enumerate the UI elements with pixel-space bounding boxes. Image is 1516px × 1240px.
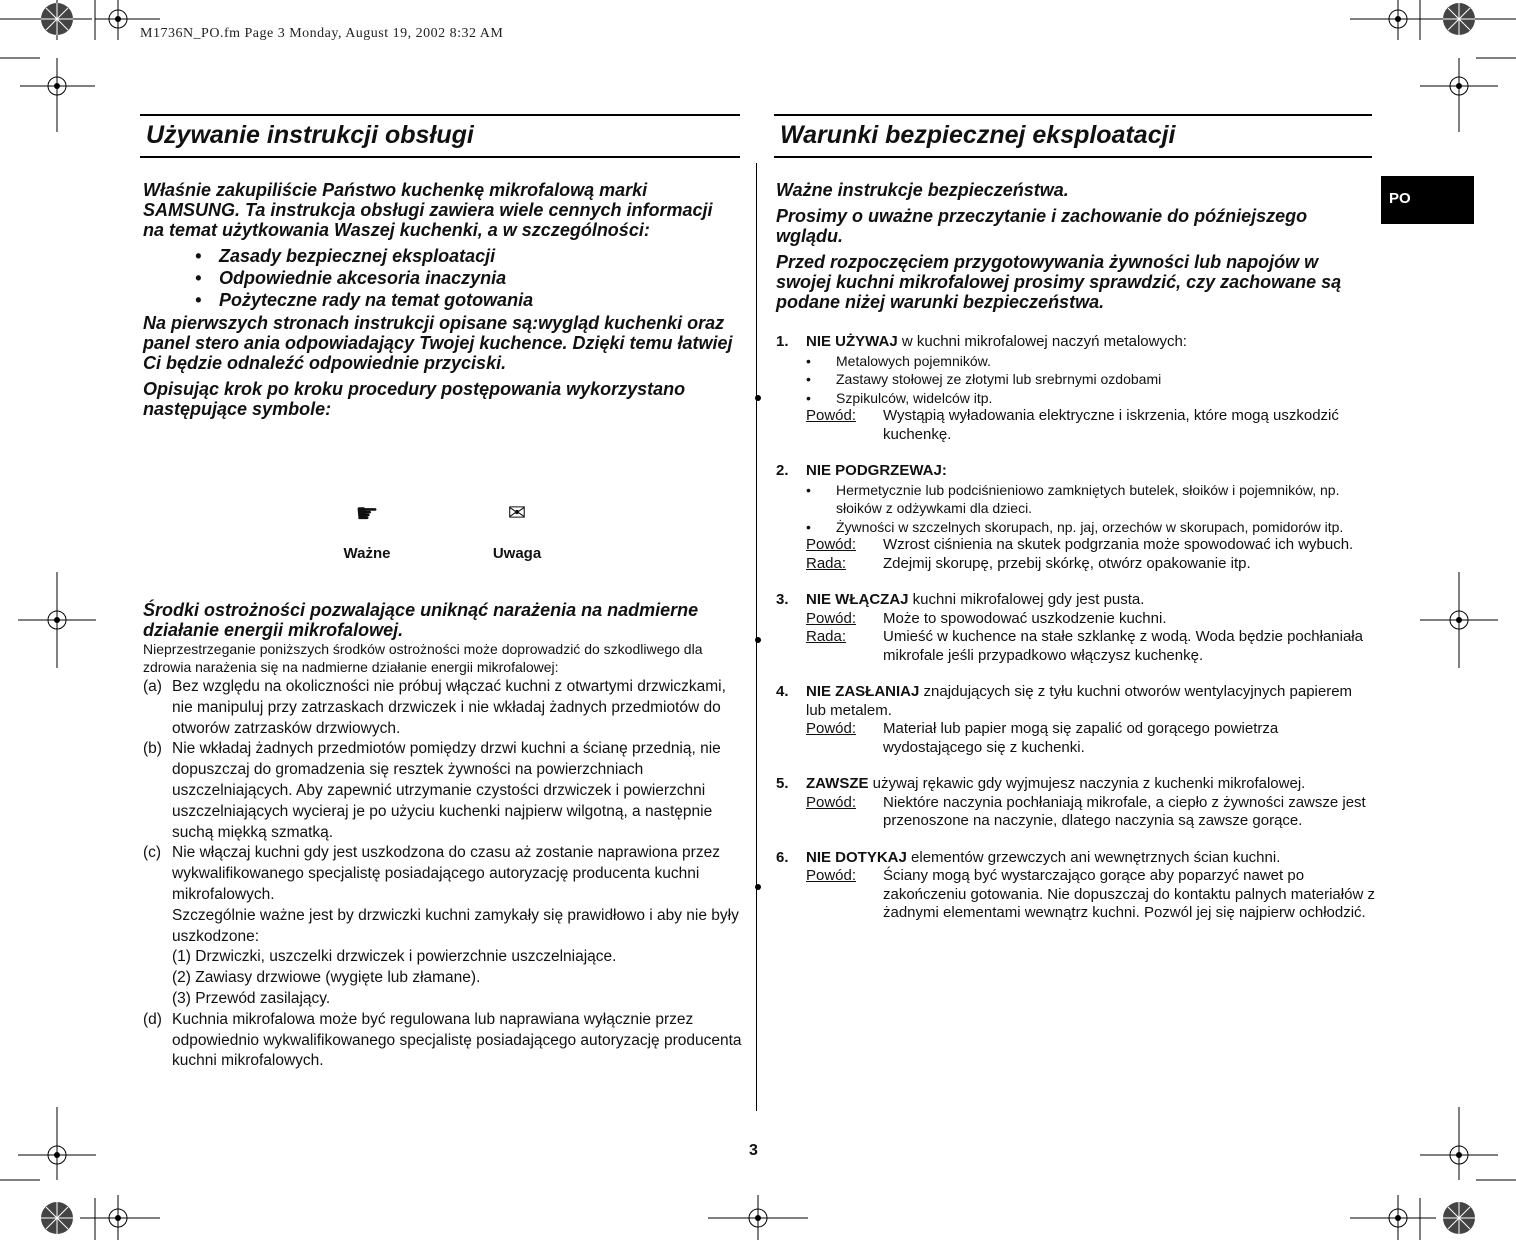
intro-paragraph: Na pierwszych stronach instrukcji opisane są:wygląd kuchenki oraz panel stero ania odpowiadający Twojej kuchence. Dzięki temu łatwiej Ci będzie odnaleźć odpowiednie przyciski. <box>143 313 733 373</box>
item-text: Nie wkładaj żadnych przedmiotów pomiędzy drzwi kuchni a ścianę przednią, nie dopuszczaj do gromadzenia się resztek żywności na powierzchniach uszczelniających. Aby zapewnić utrzymanie czystości drzwiczek i powierzchni uszczelniających wycieraj je po użyciu kuchenki najpierw wilgotną, a następnie suchą miękką szmatką. <box>172 740 721 841</box>
rule-rest: znajdujących się z tyłu kuchni otworów wentylacyjnych papierem lub metalem. <box>806 683 1353 719</box>
precaution-note: Nieprzestrzeganie poniższych środków ostrożności może doprowadzić do szkodliwego dla zdrowia narażenia się na nadmierne działanie energii mikrofalowej: <box>143 641 703 675</box>
rule-keyword: NIE ZASŁANIAJ <box>806 683 920 700</box>
rule-reason <box>776 536 1376 555</box>
reason-text: Umieść w kuchence na stałe szklankę z wodą. Woda będzie pochłaniała mikrofale jeśli przypadkowo włączysz kuchenkę. <box>883 628 1363 664</box>
rule-reason <box>776 628 1376 665</box>
rule-rest: kuchni mikrofalowej gdy jest pusta. <box>908 591 1145 608</box>
symbol-note <box>472 495 562 562</box>
rule-heading <box>776 591 1376 610</box>
rule-reason <box>776 610 1376 629</box>
item-label: (d) <box>143 1010 162 1028</box>
rule-text <box>806 462 947 481</box>
rule-bullet <box>776 352 1376 371</box>
rule-keyword: NIE WŁĄCZAJ <box>806 591 909 608</box>
safety-rule <box>776 683 1376 757</box>
item-text-extra: Szczególnie ważne jest by drzwiczki kuchni zamykały się prawidłowo i aby nie były uszkodzone: <box>172 906 739 945</box>
rule-number: 3. <box>776 591 789 608</box>
rule-bullet <box>776 518 1376 537</box>
reason-text: Zdejmij skorupę, przebij skórkę, otwórz opakowanie itp. <box>883 554 1251 572</box>
rule-heading <box>776 775 1376 794</box>
reason-text: Wzrost ciśnienia na skutek podgrzania może spowodować ich wybuch. <box>883 536 1354 553</box>
pointing-hand-icon: ☛ <box>355 498 379 528</box>
safety-rule <box>776 849 1376 923</box>
intro-paragraph: Przed rozpoczęciem przygotowywania żywności lub napojów w swojej kuchni mikrofalowej prosimy sprawdzić, czy zachowane są podane niżej warunki bezpieczeństwa. <box>776 252 1342 312</box>
rule-bullet <box>776 370 1376 389</box>
reason-text: Wystąpią wyładowania elektryczne i iskrzenia, które mogą uszkodzić kuchenkę. <box>883 407 1339 443</box>
precaution-title: Środki ostrożności pozwalające uniknąć narażenia na nadmierne działanie energii mikrofalowej. <box>143 600 699 640</box>
rule-number: 2. <box>776 462 789 479</box>
bullet-mark: • <box>806 389 811 406</box>
rule-text <box>806 591 1144 610</box>
reason-key: Rada: <box>806 628 847 645</box>
left-section-title: Używanie instrukcji obsługi <box>140 114 740 158</box>
bullet-text: Żywności w szczelnych skorupach, np. jaj, orzechów w skorupach, pomidorów itp. <box>836 518 1344 535</box>
reason-text: Może to spowodować uszkodzenie kuchni. <box>883 609 1167 627</box>
item-label: (a) <box>143 678 162 695</box>
right-intro <box>776 180 1368 318</box>
intro-paragraph: Ważne instrukcje bezpieczeństwa. <box>776 180 1069 200</box>
reason-text: Niektóre naczynia pochłaniają mikrofale, a ciepło z żywności zawsze jest przenoszone na naczynie, dlatego naczynia są zawsze gorące. <box>883 793 1366 829</box>
item-text-extra: (1) Drzwiczki, uszczelki drzwiczek i powierzchnie uszczelniające. <box>172 948 617 966</box>
rule-rest: elementów grzewczych ani wewnętrznych ścian kuchni. <box>906 848 1281 866</box>
list-item <box>143 739 743 843</box>
bullet-mark: • <box>806 371 811 387</box>
list-item <box>143 677 743 739</box>
bullet-mark: • <box>806 352 811 369</box>
intro-paragraph: Prosimy o uważne przeczytanie i zachowanie do późniejszego wglądu. <box>776 206 1308 246</box>
rule-number: 5. <box>776 775 789 792</box>
symbol-important <box>322 495 412 562</box>
bullet-text: Metalowych pojemników. <box>836 352 991 369</box>
precaution-list <box>143 677 743 1072</box>
scissors-note-icon: ✉ <box>507 500 527 525</box>
safety-rule <box>776 591 1376 665</box>
symbol-label: Ważne <box>343 545 391 562</box>
rule-number: 4. <box>776 683 789 700</box>
item-label: (c) <box>143 844 162 862</box>
page-number: 3 <box>749 1142 758 1159</box>
item-label: (b) <box>143 740 162 758</box>
rule-text <box>806 849 1280 868</box>
rule-bullet <box>776 389 1376 408</box>
reason-key: Powód: <box>806 536 857 553</box>
rule-keyword: ZAWSZE <box>806 775 869 792</box>
rule-reason <box>776 720 1376 757</box>
intro-bullet: • Odpowiednie akcesoria inaczynia <box>143 268 733 288</box>
reason-key: Powód: <box>806 407 857 424</box>
safety-rule <box>776 775 1376 831</box>
rule-keyword: NIE PODGRZEWAJ: <box>806 462 947 479</box>
intro-bullet: • Zasady bezpiecznej eksploatacji <box>143 246 733 266</box>
rule-rest: w kuchni mikrofalowej naczyń metalowych: <box>897 333 1187 350</box>
rule-heading <box>776 462 1376 481</box>
bullet-text: Zastawy stołowej ze złotymi lub srebrnymi ozdobami <box>836 371 1162 387</box>
item-text-extra: (2) Zawiasy drzwiowe (wygięte lub złamane). <box>172 969 481 987</box>
bullet-mark: • <box>806 518 811 535</box>
binding-dot <box>755 884 761 890</box>
rule-text <box>806 775 1305 794</box>
reason-text: Materiał lub papier mogą się zapalić od gorącego powietrza wydostającego się z kuchenki. <box>883 720 1279 756</box>
rule-keyword: NIE UŻYWAJ <box>806 333 898 350</box>
item-text-extra: (3) Przewód zasilający. <box>172 989 331 1007</box>
binding-dot <box>755 637 761 643</box>
symbol-label: Uwaga <box>492 545 542 562</box>
precautions-section <box>143 600 743 1072</box>
rule-keyword: NIE DOTYKAJ <box>806 848 907 866</box>
file-header: M1736N_PO.fm Page 3 Monday, August 19, 2002 8:32 AM <box>140 26 504 41</box>
safety-rule <box>776 333 1376 444</box>
reason-key: Powód: <box>806 867 857 884</box>
rule-number: 6. <box>776 848 789 866</box>
intro-bullet-list <box>143 246 733 310</box>
item-text: Bez względu na okoliczności nie próbuj włączać kuchni z otwartymi drzwiczkami, nie manipuluj przy zatrzaskach drzwiczek i nie wkładaj żadnych przedmiotów do otworów zatrzasków drzwiowych. <box>172 678 726 737</box>
rule-heading <box>776 849 1376 868</box>
list-item <box>143 1010 743 1072</box>
item-text <box>172 843 743 1009</box>
binding-dot <box>755 395 761 401</box>
rule-heading <box>776 683 1376 720</box>
language-tab: PO <box>1381 176 1474 224</box>
item-text-main: Nie włączaj kuchni gdy jest uszkodzona do czasu aż zostanie naprawiona przez wykwalifikowanego specjalistę posiadającego autoryzację producenta kuchni mikrofalowych. <box>172 844 720 903</box>
bullet-mark: • <box>806 481 811 498</box>
rule-reason <box>776 555 1376 574</box>
intro-paragraph: Opisując krok po kroku procedury postępowania wykorzystano następujące symbole: <box>143 379 686 419</box>
reason-key: Rada: <box>806 554 847 572</box>
intro-bullet: • Pożyteczne rady na temat gotowania <box>143 290 733 310</box>
bullet-text: Szpikulców, widelców itp. <box>836 389 993 406</box>
reason-key: Powód: <box>806 609 857 627</box>
reason-key: Powód: <box>806 793 857 811</box>
rule-rest: używaj rękawic gdy wyjmujesz naczynia z kuchenki mikrofalowej. <box>868 775 1306 792</box>
left-intro <box>143 180 733 425</box>
rule-text <box>806 333 1187 352</box>
rule-reason <box>776 407 1376 444</box>
rule-bullet <box>776 481 1376 518</box>
symbols-legend <box>300 495 600 575</box>
rule-number: 1. <box>776 333 789 350</box>
rule-heading <box>776 333 1376 352</box>
item-text: Kuchnia mikrofalowa może być regulowana lub naprawiana wyłącznie przez odpowiednio wykwalifikowanego specjalistę posiadającego autoryzację producenta kuchni mikrofalowych. <box>172 1010 742 1070</box>
bullet-text: Hermetycznie lub podciśnieniowo zamkniętych butelek, słoików i pojemników, np. słoików z odżywkami dla dzieci. <box>836 481 1340 516</box>
safety-rules <box>776 333 1376 923</box>
rule-reason <box>776 794 1376 831</box>
rule-text <box>806 683 1376 720</box>
list-item <box>143 843 743 1009</box>
reason-text: Ściany mogą być wystarczająco gorące aby poparzyć nawet po zakończeniu gotowania. Nie dopuszczaj do kontaktu palnych materiałów z żadnymi elementami wewnątrz kuchni. Pozwól jej się najpierw ochłodzić. <box>883 867 1375 921</box>
reason-key: Powód: <box>806 720 857 737</box>
right-section-title: Warunki bezpiecznej eksploatacji <box>774 114 1372 158</box>
intro-paragraph: Właśnie zakupiliście Państwo kuchenkę mikrofalową marki SAMSUNG. Ta instrukcja obsługi zawiera wiele cennych informacji na temat użytkowania Waszej kuchenki, a w szczególności: <box>143 180 713 240</box>
safety-rule <box>776 462 1376 573</box>
rule-reason <box>776 867 1376 923</box>
